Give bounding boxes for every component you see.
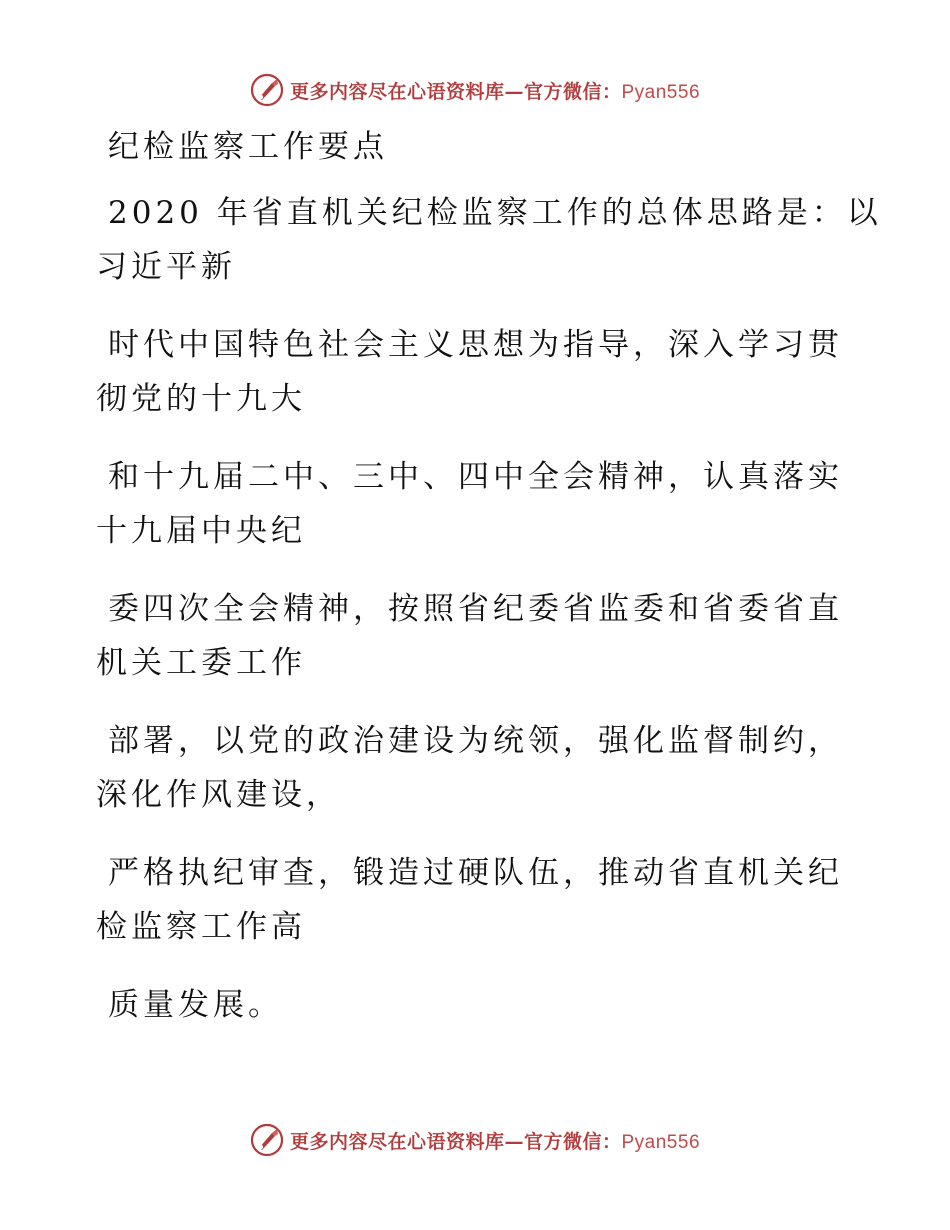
paragraph-line-9: 部署，以党的政治建设为统领，强化监督制约， [108, 723, 843, 759]
paragraph-line-2: 习近平新 [96, 249, 236, 285]
document-title: 纪检监察工作要点 [108, 129, 388, 165]
quill-seal-logo-icon [250, 1123, 284, 1157]
paragraph-line-13: 质量发展。 [108, 987, 283, 1023]
watermark-main-text: 更多内容尽在心语资料库—官方微信： [289, 80, 622, 103]
watermark-main-text: 更多内容尽在心语资料库—官方微信： [289, 1130, 622, 1153]
paragraph-line-1: 2020 年省直机关纪检监察工作的总体思路是：以 [108, 195, 882, 231]
document-body [96, 120, 882, 1032]
header-watermark [0, 70, 950, 110]
footer-watermark [0, 1120, 950, 1160]
watermark-text [290, 77, 700, 104]
watermark-wechat-id: Pyan556 [621, 1131, 701, 1153]
paragraph-line-5: 和十九届二中、三中、四中全会精神，认真落实 [108, 459, 843, 495]
paragraph-line-3: 时代中国特色社会主义思想为指导，深入学习贯 [108, 327, 843, 363]
paragraph-line-7: 委四次全会精神，按照省纪委省监委和省委省直 [108, 591, 843, 627]
paragraph-line-12: 检监察工作高 [96, 909, 306, 945]
watermark-wechat-id: Pyan556 [621, 81, 701, 103]
paragraph-line-8: 机关工委工作 [96, 645, 306, 681]
paragraph-line-6: 十九届中央纪 [96, 513, 306, 549]
paragraph-line-10: 深化作风建设， [96, 777, 341, 813]
paragraph-line-11: 严格执纪审查，锻造过硬队伍，推动省直机关纪 [108, 855, 843, 891]
quill-seal-logo-icon [250, 73, 284, 107]
watermark-text [290, 1127, 700, 1154]
paragraph-line-4: 彻党的十九大 [96, 381, 306, 417]
